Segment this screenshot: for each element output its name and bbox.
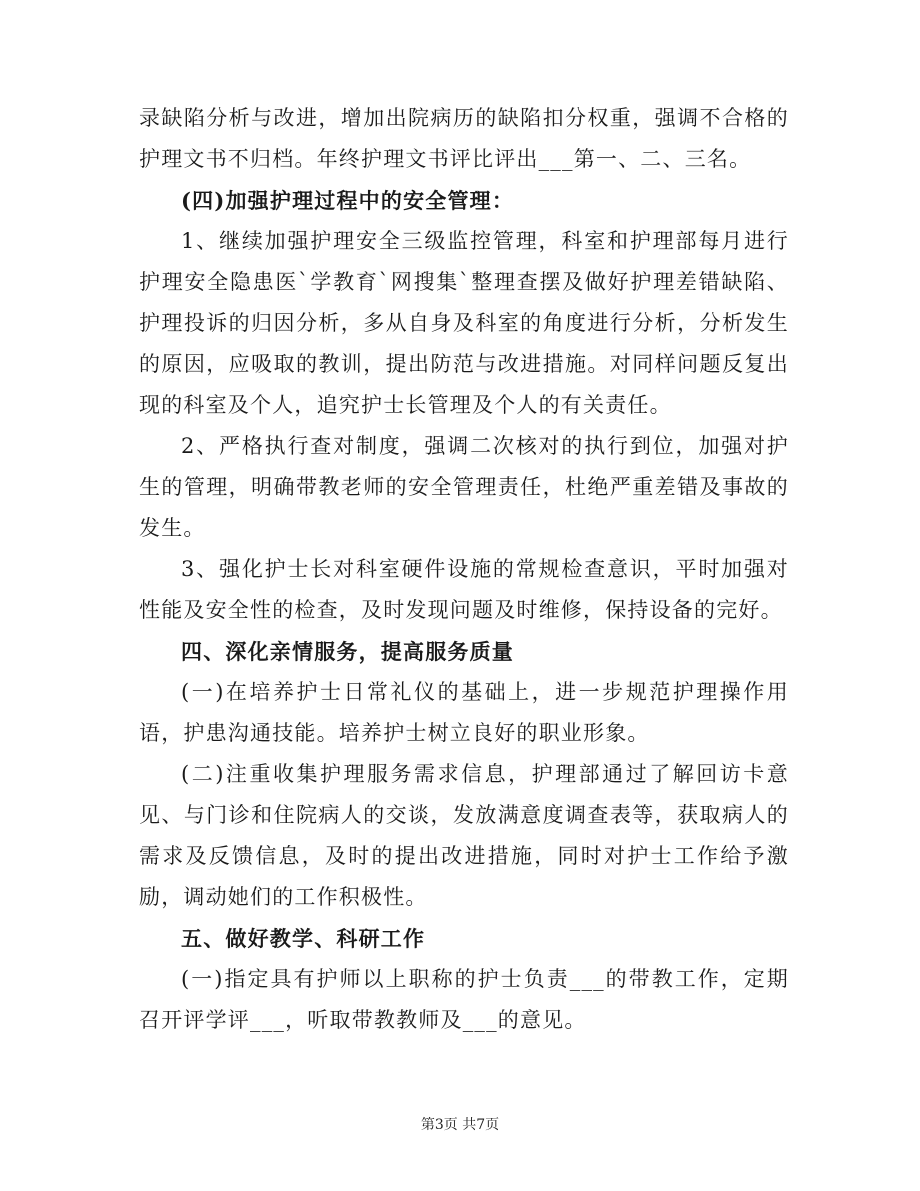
paragraph-item-2: 2、严格执行查对制度，强调二次核对的执行到位，加强对护生的管理，明确带教老师的安全管理责任，杜绝严重差错及事故的发生。	[139, 434, 789, 540]
paragraph-item-1: 1、继续加强护理安全三级监控管理，科室和护理部每月进行护理安全隐患医`学教育`网搜集`整理查摆及做好护理差错缺陷、护理投诉的归因分析，多从自身及科室的角度进行分析，分析发生的原因，应吸取的教训，提出防范与改进措施。对同样问题反复出现的科室及个人，追究护士长管理及个人的有关责任。	[139, 229, 789, 417]
page-number-footer: 第3页 共7页	[420, 1117, 500, 1133]
section-heading-service-quality: 四、深化亲情服务，提高服务质量	[181, 639, 514, 664]
paragraph-feedback: (二)注重收集护理服务需求信息，护理部通过了解回访卡意见、与门诊和住院病人的交谈，发放满意度调查表等，获取病人的需求及反馈信息，及时的提出改进措施，同时对护士工作给予激励，调动她们的工作积极性。	[139, 762, 789, 909]
paragraph-continuation: 录缺陷分析与改进，增加出院病历的缺陷扣分权重，强调不合格的护理文书不归档。年终护理文书评比评出___第一、二、三名。	[139, 106, 789, 171]
section-heading-safety-management: (四)加强护理过程中的安全管理：	[181, 188, 515, 213]
paragraph-teaching: (一)指定具有护师以上职称的护士负责___的带教工作，定期召开评学评___，听取带教教师及___的意见。	[139, 967, 789, 1032]
section-heading-teaching-research: 五、做好教学、科研工作	[181, 926, 426, 951]
document-body	[139, 98, 789, 1041]
paragraph-etiquette: (一)在培养护士日常礼仪的基础上，进一步规范护理操作用语，护患沟通技能。培养护士树立良好的职业形象。	[139, 680, 789, 745]
paragraph-item-3: 3、强化护士长对科室硬件设施的常规检查意识，平时加强对性能及安全性的检查，及时发现问题及时维修，保持设备的完好。	[139, 557, 789, 622]
